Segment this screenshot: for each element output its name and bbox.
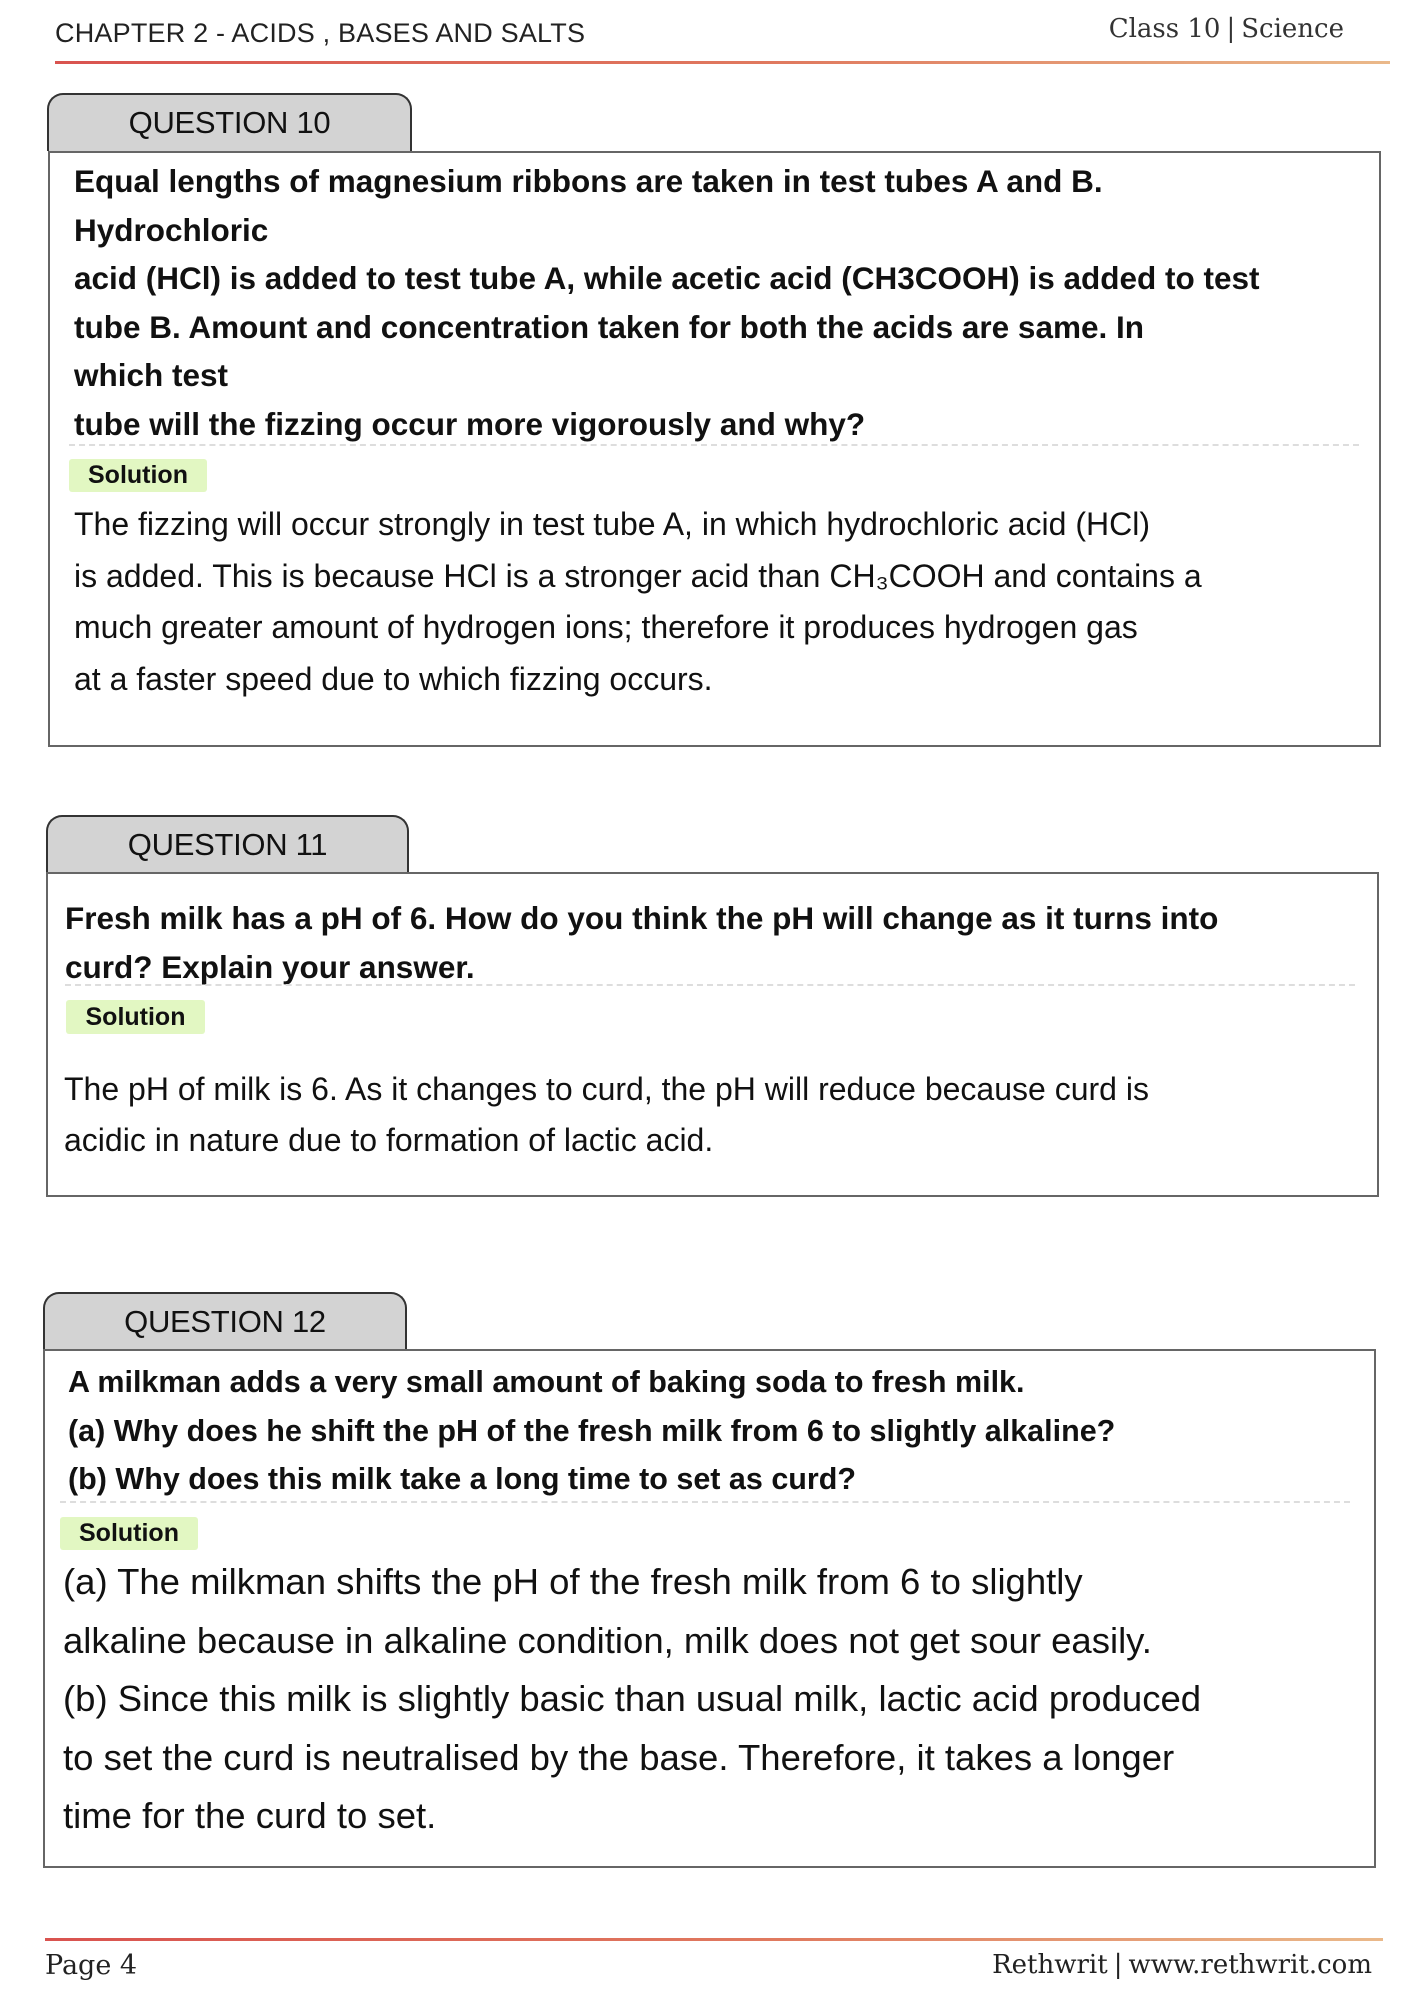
brand-name: Rethwrit [992,1950,1108,1980]
answer-line: to set the curd is neutralised by the base. Therefore, it takes a longer [63,1736,1175,1778]
question-11-divider [65,984,1355,986]
answer-line: (b) Since this milk is slightly basic than usual milk, lactic acid produced [63,1678,1202,1719]
answer-line: time for the curd to set. [63,1795,437,1836]
question-line: tube B. Amount and concentration taken for both the acids are same. In [74,308,1144,345]
subject-label: Science [1241,14,1344,44]
question-line: tube will the fizzing occur more vigorously and why? [74,405,866,442]
footer-separator: | [1113,1950,1123,1980]
answer-line: alkaline because in alkaline condition, milk does not get sour easily. [63,1619,1152,1661]
question-12-tab: QUESTION 12 [43,1292,407,1350]
question-line: curd? Explain your answer. [65,948,475,985]
footer-brand [992,1950,1372,1980]
answer-line: acidic in nature due to formation of lactic acid. [64,1121,714,1158]
answer-line: The fizzing will occur strongly in test tube A, in which hydrochloric acid (HCl) [74,506,1150,542]
question-line: A milkman adds a very small amount of baking soda to fresh milk. [68,1365,1025,1399]
question-11-text [65,894,1218,991]
answer-line: The pH of milk is 6. As it changes to curd, the pH will reduce because curd is [64,1071,1149,1107]
question-line: which test [74,357,229,394]
question-10-solution-badge: Solution [69,459,207,492]
class-label: Class 10 [1108,14,1221,44]
question-line: Fresh milk has a pH of 6. How do you think the pH will change as it turns into [65,900,1219,936]
header-separator: | [1226,14,1236,44]
question-10-tab: QUESTION 10 [47,93,412,151]
question-10-answer [74,499,1202,706]
question-11-tab: QUESTION 11 [46,815,409,873]
question-line: Hydrochloric [74,211,269,248]
question-line: acid (HCl) is added to test tube A, while acetic acid (CH3COOH) is added to test [74,260,1260,297]
answer-line: (a) The milkman shifts the pH of the fresh milk from 6 to slightly [63,1561,1083,1602]
question-10-divider [69,444,1359,446]
question-11-answer [64,1064,1149,1165]
answer-line: is added. This is because HCl is a stronger acid than CH₃COOH and contains a [74,557,1202,594]
question-line: (a) Why does he shift the pH of the fresh milk from 6 to slightly alkaline? [68,1413,1116,1448]
answer-line: at a faster speed due to which fizzing occurs. [74,661,713,698]
question-line: Equal lengths of magnesium ribbons are taken in test tubes A and B. [74,163,1103,199]
question-12-text [68,1358,1115,1504]
answer-line: much greater amount of hydrogen ions; therefore it produces hydrogen gas [74,609,1138,646]
footer-rule [45,1938,1383,1941]
header-rule [55,61,1390,64]
page-number: Page 4 [45,1950,138,1981]
question-line: (b) Why does this milk take a long time to set as curd? [68,1462,857,1496]
class-subject-label [1109,14,1344,44]
question-12-answer [63,1553,1201,1846]
question-11-solution-badge: Solution [66,1000,205,1034]
question-12-solution-badge: Solution [60,1517,198,1550]
website-link[interactable]: www.rethwrit.com [1128,1950,1372,1980]
chapter-title: CHAPTER 2 - ACIDS , BASES AND SALTS [55,18,586,48]
question-10-text [74,157,1260,449]
question-12-divider [60,1501,1350,1503]
